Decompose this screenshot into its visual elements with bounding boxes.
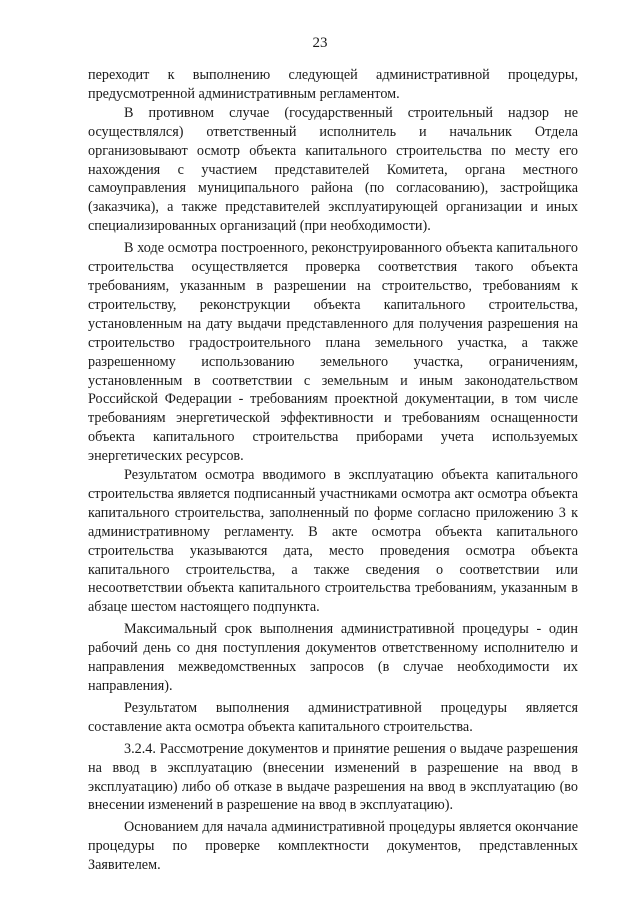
paragraph-inspection-organization: В противном случае (государственный строительный надзор не осуществлялся) ответственный исполнитель и начальник Отдела организовывают осмотр объекта капитального строительства по месту его нахождения с участием представителей Комитета, органа местного самоуправления муниципального района (по согласованию), застройщика (заказчика), а также представителей эксплуатирующей организации и иных специализированных организаций (при необходимости). — [88, 104, 578, 235]
paragraph-procedure-basis: Основанием для начала административной процедуры является окончание процедуры по проверке комплектности документов, представленных Заявителем. — [88, 819, 578, 874]
paragraph-inspection-verification: В ходе осмотра построенного, реконструированного объекта капитального строительства осуществляется проверка соответствия такого объекта требованиям, указанным в разрешении на строительство, требованиям к строительству, реконструкции объекта капитального строительства, установленным на дату выдачи представленного для получения разрешения на строительство градостроительного плана земельного участка, а также разрешенному использованию земельного участка, ограничениям, установленным в соответствии с земельным и иным законодательством Российской Федерации - требованиям проектной документации, в том числе требованиям энергетической эффективности и требованиям оснащенности объекта капитального строительства приборами учета используемых энергетических ресурсов. — [88, 240, 578, 465]
paragraph-continuation: переходит к выполнению следующей административной процедуры, предусмотренной административным регламентом. — [88, 67, 578, 102]
paragraph-inspection-result: Результатом осмотра вводимого в эксплуатацию объекта капитального строительства является подписанный участниками осмотра акт осмотра объекта капитального строительства, заполненный по форме согласно приложению 3 к административному регламенту. В акте осмотра объекта капитального строительства указываются дата, место проведения осмотра объекта капитального строительства, а также сведения о соответствии или несоответствии объекта капитального строительства требованиям, указанным в абзаце шестом настоящего подпункта. — [88, 467, 578, 616]
page-number: 23 — [312, 35, 328, 51]
document-body — [88, 66, 578, 875]
paragraph-procedure-result: Результатом выполнения административной процедуры является составление акта осмотра объекта капитального строительства. — [88, 699, 578, 735]
section-heading-3-2-4: 3.2.4. Рассмотрение документов и принятие решения о выдаче разрешения на ввод в эксплуатацию (внесении изменений в разрешение на ввод в эксплуатацию) либо об отказе в выдаче разрешения на ввод в эксплуатацию (во внесении изменений в разрешение на ввод в эксплуатацию). — [88, 740, 578, 814]
paragraph-max-duration: Максимальный срок выполнения административной процедуры - один рабочий день со дня поступления документов ответственному исполнителю и направления межведомственных запросов (в случае необходимости их направления). — [88, 621, 578, 694]
